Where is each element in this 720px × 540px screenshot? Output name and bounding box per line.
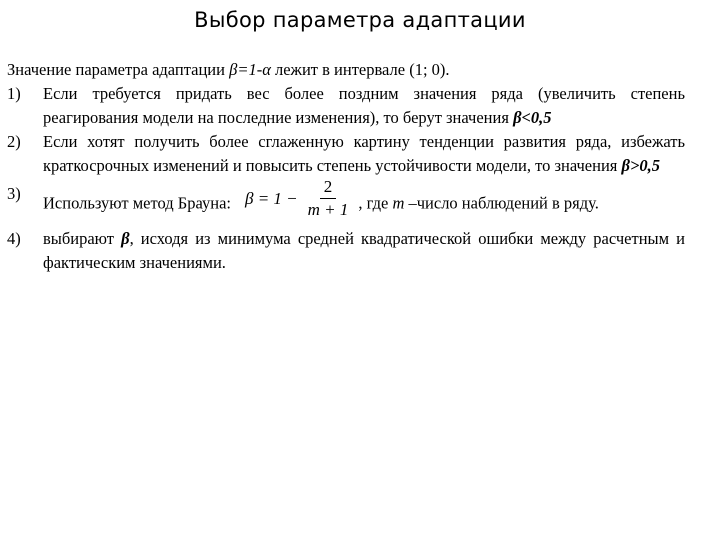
brown-formula [245, 176, 352, 221]
page-title: Выбор параметра адаптации [194, 8, 526, 32]
formula-left: β = 1 − [244, 188, 298, 208]
content-block [7, 58, 685, 275]
item-number: 1) [7, 84, 21, 103]
intro-text-end: лежит в интервале (1; 0). [270, 60, 450, 79]
fraction-denominator: m + 1 [307, 200, 349, 219]
intro-paragraph [7, 58, 685, 82]
intro-text-start: Значение параметра адаптации [7, 60, 230, 79]
item-text: Используют метод Брауна: [43, 193, 231, 213]
list-item [7, 82, 685, 130]
beta-symbol: β [121, 229, 130, 248]
item-number: 4) [7, 229, 21, 248]
item-text-end: , исходя из минимума средней квадратической ошибки между расчетным и фактическим значениями. [43, 229, 685, 272]
item-text: Если хотят получить более сглаженную картину тенденции развития ряда, избежать краткосрочных изменений и повысить степень устойчивости модели, то значения [43, 132, 685, 175]
item-tail-text: –число наблюдений в ряду. [404, 193, 599, 213]
list-item [7, 130, 685, 178]
item-number: 3) [7, 184, 21, 203]
fraction-numerator: 2 [320, 176, 337, 199]
item-condition: β<0,5 [513, 108, 552, 127]
beta-formula: β=1-α [229, 60, 271, 79]
formula-fraction [304, 176, 353, 221]
item-text-start: выбирают [43, 229, 122, 248]
item-condition: β>0,5 [621, 156, 660, 175]
list-item [7, 227, 685, 275]
list-item [7, 177, 685, 227]
item-number: 2) [7, 132, 21, 151]
variable-m: m [392, 193, 405, 213]
item-after-text: , где [358, 193, 393, 213]
item-text: Если требуется придать вес более поздним значения ряда (увеличить степень реагирования модели на последние изменения), то берут значения [43, 84, 685, 127]
